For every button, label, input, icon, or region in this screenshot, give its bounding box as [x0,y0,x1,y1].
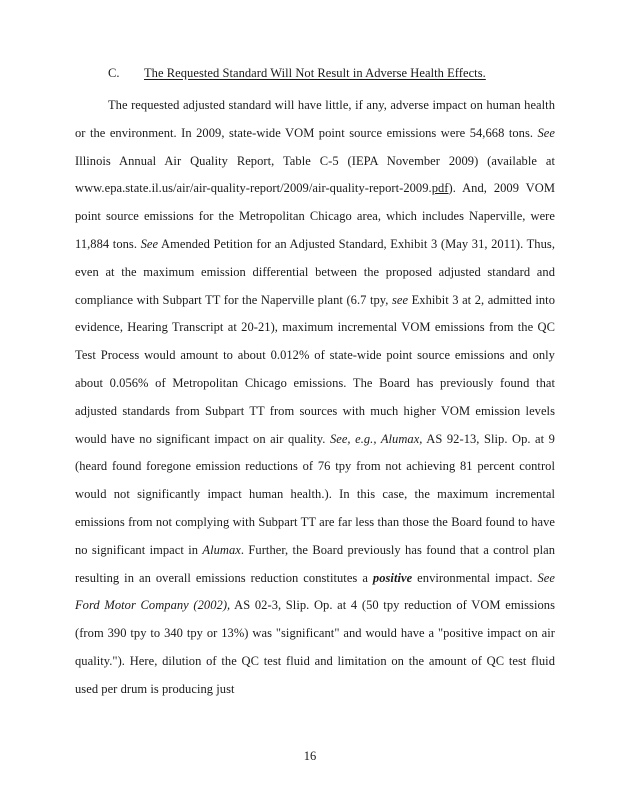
citation-signal: See Ford Motor Company (2002), [75,570,555,613]
text-run: The requested adjusted standard will have little, if any, adverse impact on human health or the environment. In 2009, state-wide VOM point source emissions were 54,668 tons. [75,98,555,140]
body-paragraph [75,92,555,704]
text-run: Illinois Annual Air Quality Report, Table C-5 (IEPA November 2009) (available at www.epa.state.il.us/air/air-quality-report/2009/air-quality-report-2009. [75,153,555,196]
text-run: Amended Petition for an Adjusted Standard, Exhibit 3 (May 31, 2011). Thus, even at the maximum emission differential between the proposed adjusted standard and compliance with Subpart TT for the Naperville plant (6.7 tpy, [75,236,555,307]
text-run: environmental impact. [412,570,538,585]
text-run: AS 02-3, Slip. Op. at 4 (50 tpy reduction of VOM emissions (from 390 tpy to 340 tpy or 13%) was "significant" and would have a "positive impact on air quality."). Here, dilution of the QC test fluid and limitation on the amount of QC test fluid used per drum is producing just [75,598,555,696]
page-number: 16 [303,749,317,763]
citation-signal: See [140,236,159,251]
case-name: Alumax [202,542,241,557]
section-heading [108,66,486,81]
section-title: The Requested Standard Will Not Result in Adverse Health Effects. [144,66,486,80]
citation-signal: See, e.g., Alumax, [329,431,423,446]
text-run: Exhibit 3 at 2, admitted into evidence, Hearing Transcript at 20-21), maximum incremental VOM emissions from the QC Test Process would amount to about 0.012% of state-wide point source emissions and only about 0.056% of Metropolitan Chicago emissions. The Board has previously found that adjusted standards from Subpart TT from sources with much higher VOM emission levels would have no significant impact on air quality. [75,292,555,446]
text-run: . Further, the Board previously has found that a control plan resulting in an overall emissions reduction constitutes a [75,542,555,585]
text-run: ). And, 2009 VOM point source emissions for the Metropolitan Chicago area, which includes Naperville, were 11,884 tons. [75,181,555,251]
section-label: C. [108,66,120,80]
url-fragment: pdf [431,181,449,196]
citation-signal: See [537,125,555,140]
citation-signal: see [391,292,409,307]
text-run: AS 92-13, Slip. Op. at 9 (heard found foregone emission reductions of 76 tpy from not achieving 81 percent control would not significantly impact human health.). In this case, the maximum incremental emissions from not complying with Subpart TT are far less than those the Board found to have no significant impact in [75,431,555,557]
emphasis: positive [372,570,413,585]
